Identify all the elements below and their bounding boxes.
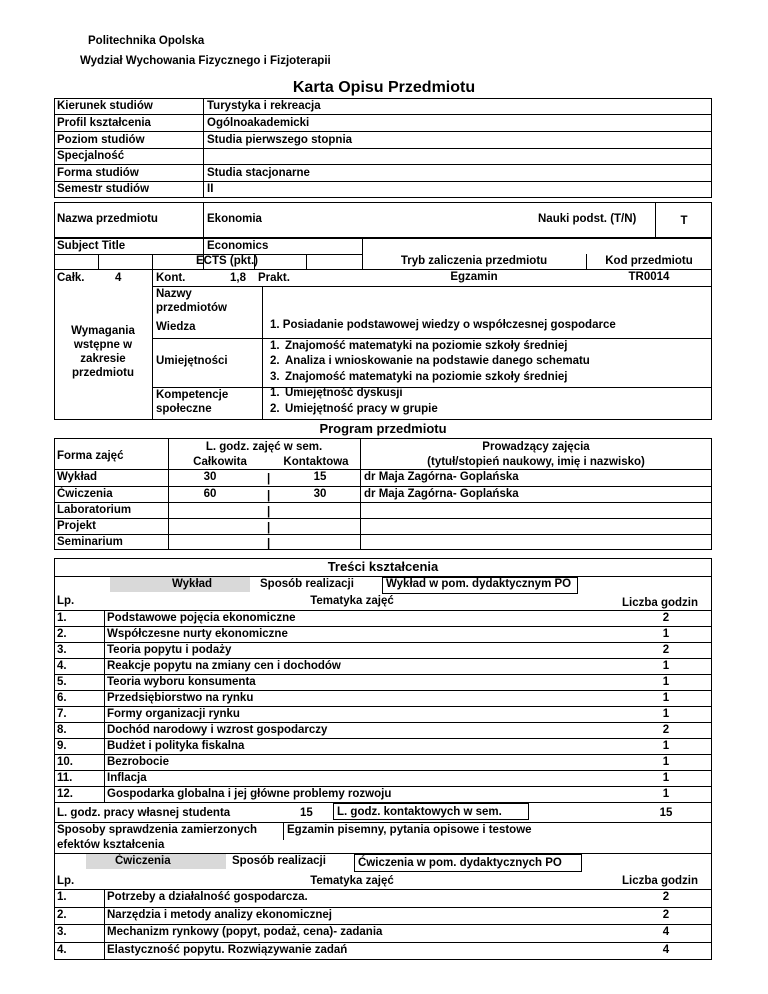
topic-hours: 4 bbox=[662, 943, 670, 956]
contact-total-value: 15 bbox=[659, 807, 673, 819]
form-sep: | bbox=[267, 538, 271, 550]
topic-name: Elastyczność popytu. Rozwiązywanie zadań bbox=[107, 943, 348, 956]
study-value: Ogólnoakademicki bbox=[207, 117, 310, 129]
skills-num: 1. bbox=[270, 340, 280, 352]
form-sep: | bbox=[267, 473, 271, 485]
subject-title-value: Economics bbox=[207, 240, 269, 252]
topic-name: Mechanizm rynkowy (popyt, podaż, cena)- zadania bbox=[107, 926, 383, 938]
topic-lp: 7. bbox=[57, 708, 67, 720]
study-label: Semestr studiów bbox=[57, 183, 150, 195]
topic-lp: 3. bbox=[57, 644, 67, 656]
skills-item: Znajomość matematyki na poziomie szkoły średniej bbox=[285, 371, 568, 383]
topic-name: Reakcje popytu na zmiany cen i dochodów bbox=[107, 660, 341, 672]
ects-contact-label: Kont. bbox=[156, 272, 186, 284]
topic-name: Narzędzia i metody analizy ekonomicznej bbox=[107, 908, 332, 921]
topic-name: Dochód narodowy i wzrost gospodarczy bbox=[107, 724, 328, 736]
study-value: Studia stacjonarne bbox=[207, 167, 310, 179]
topic-name: Podstawowe pojęcia ekonomiczne bbox=[107, 612, 296, 624]
topic-hours: 4 bbox=[662, 926, 670, 938]
skills-item: Analiza i wnioskowanie na podstawie danego schematu bbox=[285, 355, 590, 367]
knowledge-item: 1. Posiadanie podstawowej wiedzy o współczesnej gospodarce bbox=[270, 319, 616, 331]
exam-mode-label: Tryb zaliczenia przedmiotu bbox=[400, 255, 548, 267]
form-sep: | bbox=[267, 522, 271, 534]
course-code-value: TR0014 bbox=[628, 271, 670, 283]
study-label: Profil kształcenia bbox=[57, 117, 151, 129]
competence-label: Kompetencje bbox=[156, 389, 229, 401]
form-teacher: dr Maja Zagórna- Goplańska bbox=[364, 488, 519, 500]
prereq-label: Wymagania bbox=[71, 325, 135, 337]
topic-lp: 6. bbox=[57, 692, 67, 704]
form-total: 30 bbox=[203, 471, 217, 483]
lecture-method-label: Sposób realizacji bbox=[260, 578, 354, 590]
contact-hours-label: Kontaktowa bbox=[283, 456, 349, 468]
lecture-name: Wykład bbox=[172, 578, 213, 590]
topic-name: Inflacja bbox=[107, 772, 147, 784]
prereq-label: zakresie bbox=[80, 353, 126, 365]
form-name: Seminarium bbox=[57, 536, 123, 548]
topic-hours: 1 bbox=[662, 772, 670, 784]
competence-num: 2. bbox=[270, 403, 280, 415]
topic-lp: 5. bbox=[57, 676, 67, 688]
topic-hours: 1 bbox=[662, 708, 670, 720]
exam-mode-value: Egzamin bbox=[450, 271, 498, 283]
topic-name: Współczesne nurty ekonomiczne bbox=[107, 628, 288, 640]
topic-lp: 2. bbox=[57, 628, 67, 640]
total-hours-label: Całkowita bbox=[193, 456, 247, 468]
form-total: 60 bbox=[203, 488, 217, 500]
subject-name-label: Nazwa przedmiotu bbox=[57, 213, 158, 225]
verify-label: efektów kształcenia bbox=[57, 839, 165, 851]
topic-lp: 4. bbox=[57, 660, 67, 672]
self-work-label: L. godz. pracy własnej studenta bbox=[57, 807, 231, 819]
lp-label: Lp. bbox=[57, 595, 75, 607]
form-label: Forma zajęć bbox=[57, 450, 124, 462]
topic-hours: 2 bbox=[662, 891, 670, 903]
teacher-label: Prowadzący zajęcia bbox=[482, 441, 590, 453]
ects-label: ECTS (pkt.) bbox=[196, 255, 258, 267]
subject-names-label: Nazwy bbox=[156, 288, 192, 300]
topic-name: Potrzeby a działalność gospodarcza. bbox=[107, 891, 308, 903]
hours-header: Liczba godzin bbox=[622, 597, 699, 609]
skills-num: 3. bbox=[270, 371, 280, 383]
topic-lp: 12. bbox=[57, 788, 73, 800]
course-code-label: Kod przedmiotu bbox=[605, 255, 693, 267]
study-value: Studia pierwszego stopnia bbox=[207, 134, 353, 146]
university-name: Politechnika Opolska bbox=[88, 35, 205, 47]
topic-hours: 1 bbox=[662, 660, 670, 672]
topic-name: Teoria wyboru konsumenta bbox=[107, 676, 256, 688]
basic-science-value: T bbox=[680, 215, 688, 227]
competence-item: Umiejętność pracy w grupie bbox=[285, 403, 438, 415]
exercises-name: Ćwiczenia bbox=[115, 855, 171, 867]
study-value: II bbox=[207, 183, 214, 195]
topic-hours: 1 bbox=[662, 788, 670, 800]
topic-hours: 2 bbox=[662, 908, 670, 921]
study-label: Poziom studiów bbox=[57, 134, 145, 146]
verify-label: Sposoby sprawdzenia zamierzonych bbox=[57, 824, 258, 836]
prereq-label: wstępne w bbox=[73, 339, 133, 351]
subject-title-label: Subject Title bbox=[57, 240, 126, 252]
topic-name: Przedsiębiorstwo na rynku bbox=[107, 692, 254, 704]
topic-lp: 1. bbox=[57, 891, 67, 903]
topic-lp: 3. bbox=[57, 926, 67, 938]
topic-hours: 2 bbox=[662, 644, 670, 656]
topic-name: Bezrobocie bbox=[107, 756, 169, 768]
subject-names-label: przedmiotów bbox=[156, 302, 227, 314]
topic-name: Gospodarka globalna i jej główne problemy rozwoju bbox=[107, 788, 392, 800]
exercises-method-label: Sposób realizacji bbox=[232, 855, 326, 867]
exercises-method-value: Ćwiczenia w pom. dydaktycznych PO bbox=[358, 857, 562, 869]
topic-hours: 1 bbox=[662, 628, 670, 640]
contact-total-label: L. godz. kontaktowych w sem. bbox=[337, 806, 502, 818]
topic-hours: 1 bbox=[662, 692, 670, 704]
topic-hours: 2 bbox=[662, 724, 670, 736]
form-contact: 30 bbox=[313, 488, 327, 500]
knowledge-label: Wiedza bbox=[156, 321, 196, 333]
topic-label: Tematyka zajęć bbox=[310, 595, 394, 607]
ects-practical-label: Prakt. bbox=[258, 272, 290, 284]
topic-name: Teoria popytu i podaży bbox=[107, 644, 232, 656]
row-divider bbox=[54, 770, 712, 771]
lp-label: Lp. bbox=[57, 875, 75, 887]
topic-lp: 1. bbox=[57, 612, 67, 624]
topic-lp: 11. bbox=[57, 772, 73, 784]
study-label: Forma studiów bbox=[57, 167, 139, 179]
self-work-value: 15 bbox=[300, 807, 313, 819]
topic-hours: 1 bbox=[662, 676, 670, 688]
form-contact: 15 bbox=[313, 471, 327, 483]
topic-name: Budżet i polityka fiskalna bbox=[107, 740, 245, 752]
topic-hours: 1 bbox=[662, 740, 670, 752]
faculty-name: Wydział Wychowania Fizycznego i Fizjoterapii bbox=[80, 55, 331, 67]
ects-total-value: 4 bbox=[115, 272, 122, 284]
topic-label: Tematyka zajęć bbox=[310, 875, 394, 887]
topic-lp: 8. bbox=[57, 724, 67, 736]
form-teacher: dr Maja Zagórna- Goplańska bbox=[364, 471, 519, 483]
form-name: Projekt bbox=[57, 520, 96, 532]
topic-lp: 2. bbox=[57, 908, 67, 921]
topic-lp: 10. bbox=[57, 756, 73, 768]
ects-contact-value: 1,8 bbox=[230, 272, 246, 284]
lecture-method-value: Wykład w pom. dydaktycznym PO bbox=[386, 578, 572, 590]
hours-label: L. godz. zajęć w sem. bbox=[205, 441, 323, 453]
topic-lp: 4. bbox=[57, 943, 67, 956]
form-name: Laboratorium bbox=[57, 504, 132, 516]
ects-total-label: Całk. bbox=[57, 272, 85, 284]
content-title: Treści kształcenia bbox=[327, 559, 439, 574]
skills-num: 2. bbox=[270, 355, 280, 367]
page-title: Karta Opisu Przedmiotu bbox=[292, 79, 476, 96]
prereq-label: przedmiotu bbox=[72, 367, 134, 379]
topic-hours: 1 bbox=[662, 756, 670, 768]
study-label: Specjalność bbox=[57, 150, 125, 162]
basic-science-label: Nauki podst. (T/N) bbox=[538, 213, 637, 225]
program-title: Program przedmiotu bbox=[319, 421, 447, 436]
subject-name-value: Ekonomia bbox=[207, 213, 262, 225]
verify-value: Egzamin pisemny, pytania opisowe i testowe bbox=[287, 824, 532, 836]
study-label: Kierunek studiów bbox=[57, 100, 153, 112]
form-name: Wykład bbox=[57, 471, 98, 483]
study-value: Turystyka i rekreacja bbox=[207, 100, 321, 112]
skills-label: Umiejętności bbox=[156, 355, 228, 367]
topic-hours: 2 bbox=[662, 612, 670, 624]
skills-item: Znajomość matematyki na poziomie szkoły średniej bbox=[285, 340, 568, 352]
form-sep: | bbox=[267, 490, 271, 502]
teacher-sublabel: (tytuł/stopień naukowy, imię i nazwisko) bbox=[427, 456, 645, 468]
form-sep: | bbox=[267, 506, 271, 518]
form-name: Ćwiczenia bbox=[57, 488, 113, 500]
competence-item: Umiejętność dyskusji bbox=[285, 387, 403, 399]
competence-label: społeczne bbox=[156, 403, 212, 415]
topic-lp: 9. bbox=[57, 740, 67, 752]
competence-num: 1. bbox=[270, 387, 280, 399]
hours-header: Liczba godzin bbox=[622, 875, 699, 887]
topic-name: Formy organizacji rynku bbox=[107, 708, 240, 720]
